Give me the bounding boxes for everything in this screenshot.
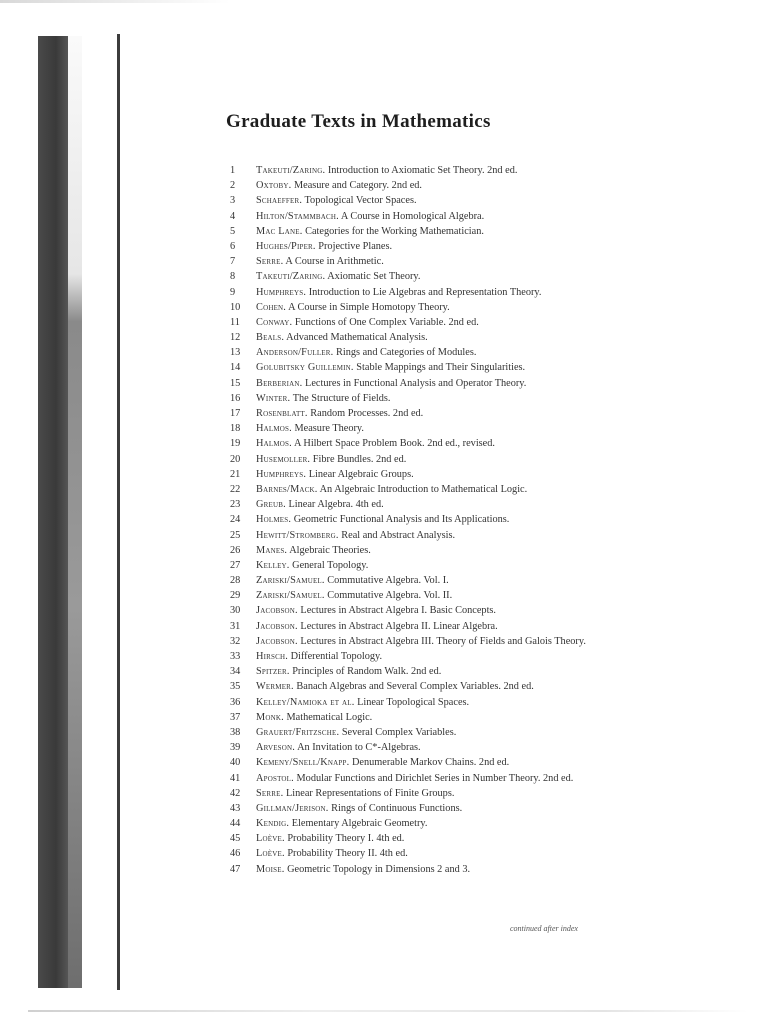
book-author: Hewitt/Stromberg. bbox=[256, 529, 339, 541]
list-item bbox=[226, 619, 586, 634]
book-author: Hughes/Piper. bbox=[256, 240, 316, 252]
book-number: 35 bbox=[230, 681, 241, 693]
book-number: 42 bbox=[230, 787, 241, 799]
list-item bbox=[226, 360, 586, 375]
book-number: 45 bbox=[230, 833, 241, 845]
list-item bbox=[226, 528, 586, 543]
book-number: 16 bbox=[230, 392, 241, 404]
book-title: Linear Topological Spaces. bbox=[357, 696, 470, 708]
list-item bbox=[226, 436, 586, 451]
book-title: Linear Algebra. 4th ed. bbox=[288, 499, 384, 511]
book-title: Algebraic Theories. bbox=[289, 544, 371, 556]
book-author: Hilton/Stammbach. bbox=[256, 210, 339, 222]
book-author: Hirsch. bbox=[256, 651, 289, 662]
book-author: Cohen. bbox=[256, 301, 287, 313]
book-number: 47 bbox=[230, 863, 241, 875]
book-title: Geometric Topology in Dimensions 2 and 3. bbox=[287, 863, 471, 875]
list-item bbox=[226, 801, 586, 816]
book-number: 11 bbox=[230, 316, 240, 328]
book-number: 33 bbox=[230, 651, 241, 662]
book-title: Projective Planes. bbox=[318, 240, 393, 252]
list-item bbox=[226, 163, 586, 178]
book-author: Gillman/Jerison. bbox=[256, 802, 329, 814]
book-title: Principles of Random Walk. 2nd ed. bbox=[292, 666, 442, 678]
book-number: 22 bbox=[230, 483, 241, 495]
book-title: Measure Theory. bbox=[294, 423, 364, 435]
list-item bbox=[226, 391, 586, 406]
scan-edge-bottom bbox=[28, 1010, 748, 1012]
list-item bbox=[226, 376, 586, 391]
list-item bbox=[226, 345, 586, 360]
book-author: Takeuti/Zaring. bbox=[256, 271, 326, 283]
book-number: 27 bbox=[230, 559, 241, 571]
list-item bbox=[226, 406, 586, 421]
list-item bbox=[226, 710, 586, 725]
book-spine-edge bbox=[68, 36, 82, 988]
book-title: Lectures in Abstract Algebra III. Theory of Fields and Galois Theory. bbox=[300, 635, 586, 647]
book-title: Categories for the Working Mathematician. bbox=[305, 225, 484, 237]
book-title: The Structure of Fields. bbox=[292, 392, 391, 404]
list-item bbox=[226, 315, 586, 330]
book-author: Zariski/Samuel. bbox=[256, 575, 325, 587]
book-author: Rosenblatt. bbox=[256, 408, 308, 419]
book-author: Moise. bbox=[256, 863, 285, 875]
list-item bbox=[226, 467, 586, 482]
list-item bbox=[226, 740, 586, 755]
list-item bbox=[226, 573, 586, 588]
book-author: Zariski/Samuel. bbox=[256, 590, 325, 602]
book-author: Humphreys. bbox=[256, 286, 307, 298]
book-title: Linear Algebraic Groups. bbox=[308, 468, 414, 480]
book-number: 21 bbox=[230, 468, 241, 480]
book-number: 44 bbox=[230, 818, 241, 830]
list-item bbox=[226, 862, 586, 877]
list-item bbox=[226, 482, 586, 497]
book-title: Mathematical Logic. bbox=[286, 711, 373, 723]
gutter-line bbox=[117, 34, 120, 990]
book-author: Jacobson. bbox=[256, 635, 298, 647]
book-author: Kemeny/Snell/Knapp. bbox=[256, 757, 350, 769]
book-title: Rings and Categories of Modules. bbox=[336, 347, 477, 359]
book-number: 13 bbox=[230, 347, 241, 359]
book-author: Halmos. bbox=[256, 423, 292, 435]
book-author: Serre. bbox=[256, 256, 284, 268]
book-title: Differential Topology. bbox=[290, 651, 383, 662]
book-title: Introduction to Axiomatic Set Theory. 2nd ed. bbox=[327, 165, 518, 176]
book-number: 20 bbox=[230, 453, 241, 465]
book-title: Probability Theory II. 4th ed. bbox=[287, 848, 408, 860]
list-item bbox=[226, 512, 586, 527]
list-item bbox=[226, 816, 586, 831]
book-title: Lectures in Functional Analysis and Operator Theory. bbox=[305, 377, 527, 389]
book-author: Conway. bbox=[256, 316, 293, 328]
book-author: Kelley/Namioka et al. bbox=[256, 696, 355, 708]
list-item bbox=[226, 695, 586, 710]
book-title: An Algebraic Introduction to Mathematical Logic. bbox=[319, 483, 528, 495]
book-number: 40 bbox=[230, 757, 241, 769]
book-title: Introduction to Lie Algebras and Representation Theory. bbox=[308, 286, 542, 298]
book-number: 31 bbox=[230, 620, 241, 632]
book-number: 7 bbox=[230, 256, 236, 268]
list-item bbox=[226, 254, 586, 269]
book-title: Random Processes. 2nd ed. bbox=[310, 408, 424, 419]
list-item bbox=[226, 300, 586, 315]
book-author: Apostol. bbox=[256, 772, 294, 784]
book-author: Berberian. bbox=[256, 377, 303, 389]
book-title: A Course in Simple Homotopy Theory. bbox=[288, 301, 450, 313]
book-number: 41 bbox=[230, 772, 241, 784]
list-item bbox=[226, 224, 586, 239]
book-title: Rings of Continuous Functions. bbox=[331, 802, 463, 814]
book-title: Topological Vector Spaces. bbox=[304, 195, 417, 207]
book-title: Stable Mappings and Their Singularities. bbox=[356, 362, 526, 374]
list-item bbox=[226, 452, 586, 467]
book-number: 26 bbox=[230, 544, 241, 556]
book-number: 19 bbox=[230, 438, 241, 450]
book-number: 38 bbox=[230, 726, 241, 738]
list-item bbox=[226, 269, 586, 284]
list-item bbox=[226, 330, 586, 345]
book-number: 1 bbox=[230, 165, 236, 176]
book-number: 6 bbox=[230, 240, 236, 252]
book-title: Probability Theory I. 4th ed. bbox=[287, 833, 405, 845]
book-title: Denumerable Markov Chains. 2nd ed. bbox=[351, 757, 510, 769]
book-author: Beals. bbox=[256, 332, 285, 344]
book-title: Elementary Algebraic Geometry. bbox=[291, 818, 428, 830]
book-title: Lectures in Abstract Algebra I. Basic Concepts. bbox=[300, 605, 497, 617]
book-number: 3 bbox=[230, 195, 236, 207]
list-item bbox=[226, 588, 586, 603]
list-item bbox=[226, 209, 586, 224]
list-item bbox=[226, 421, 586, 436]
book-title: Axiomatic Set Theory. bbox=[327, 271, 421, 283]
book-title: Commutative Algebra. Vol. II. bbox=[327, 590, 453, 602]
list-item bbox=[226, 725, 586, 740]
book-number: 17 bbox=[230, 408, 241, 419]
book-title: Modular Functions and Dirichlet Series in Number Theory. 2nd ed. bbox=[296, 772, 574, 784]
book-author: Winter. bbox=[256, 392, 291, 404]
book-title: A Course in Homological Algebra. bbox=[340, 210, 485, 222]
book-number: 4 bbox=[230, 210, 236, 222]
list-item bbox=[226, 634, 586, 649]
list-item bbox=[226, 285, 586, 300]
book-title: A Hilbert Space Problem Book. 2nd ed., revised. bbox=[293, 438, 495, 450]
list-item bbox=[226, 831, 586, 846]
book-title: Commutative Algebra. Vol. I. bbox=[327, 575, 449, 587]
book-number: 25 bbox=[230, 529, 241, 541]
book-title: Banach Algebras and Several Complex Variables. 2nd ed. bbox=[296, 681, 534, 693]
book-author: Grauert/Fritzsche. bbox=[256, 726, 340, 738]
book-author: Manes. bbox=[256, 544, 288, 556]
scan-edge-top bbox=[0, 0, 230, 3]
book-number: 14 bbox=[230, 362, 241, 374]
list-item bbox=[226, 846, 586, 861]
list-item bbox=[226, 679, 586, 694]
book-author: Mac Lane. bbox=[256, 225, 303, 237]
list-item bbox=[226, 558, 586, 573]
book-author: Schaeffer. bbox=[256, 195, 303, 207]
list-item bbox=[226, 771, 586, 786]
book-author: Arveson. bbox=[256, 742, 296, 754]
book-author: Kendig. bbox=[256, 818, 290, 830]
book-author: Loève. bbox=[256, 848, 285, 860]
book-title: A Course in Arithmetic. bbox=[285, 256, 384, 268]
book-author: Holmes. bbox=[256, 514, 292, 526]
book-author: Loève. bbox=[256, 833, 285, 845]
list-item bbox=[226, 193, 586, 208]
book-number: 2 bbox=[230, 180, 236, 192]
list-item bbox=[226, 755, 586, 770]
book-author: Kelley. bbox=[256, 559, 290, 571]
list-item bbox=[226, 649, 586, 664]
book-number: 10 bbox=[230, 301, 241, 313]
book-title: Real and Abstract Analysis. bbox=[341, 529, 456, 541]
book-number: 12 bbox=[230, 332, 241, 344]
book-author: Barnes/Mack. bbox=[256, 483, 318, 495]
book-author: Wermer. bbox=[256, 681, 294, 693]
book-author: Takeuti/Zaring. bbox=[256, 165, 326, 176]
list-item bbox=[226, 178, 586, 193]
book-title: Advanced Mathematical Analysis. bbox=[286, 332, 428, 344]
book-author: Anderson/Fuller. bbox=[256, 347, 334, 359]
book-number: 23 bbox=[230, 499, 241, 511]
book-title: Linear Representations of Finite Groups. bbox=[285, 787, 455, 799]
book-number: 32 bbox=[230, 635, 241, 647]
book-number: 37 bbox=[230, 711, 241, 723]
list-item bbox=[226, 786, 586, 801]
book-number: 34 bbox=[230, 666, 241, 678]
book-author: Jacobson. bbox=[256, 605, 298, 617]
book-number: 18 bbox=[230, 423, 241, 435]
book-title: Geometric Functional Analysis and Its Applications. bbox=[293, 514, 510, 526]
book-number: 9 bbox=[230, 286, 236, 298]
book-title: General Topology. bbox=[292, 559, 369, 571]
book-title: Several Complex Variables. bbox=[341, 726, 457, 738]
book-list bbox=[226, 163, 586, 877]
list-item bbox=[226, 239, 586, 254]
list-item bbox=[226, 543, 586, 558]
continued-note: continued after index bbox=[510, 924, 578, 933]
book-number: 43 bbox=[230, 802, 241, 814]
book-author: Jacobson. bbox=[256, 620, 298, 632]
book-title: Measure and Category. 2nd ed. bbox=[293, 180, 422, 192]
book-title: Lectures in Abstract Algebra II. Linear Algebra. bbox=[300, 620, 498, 632]
book-author: Golubitsky Guillemin. bbox=[256, 362, 354, 374]
list-item bbox=[226, 603, 586, 618]
book-number: 36 bbox=[230, 696, 241, 708]
book-number: 39 bbox=[230, 742, 241, 754]
book-number: 29 bbox=[230, 590, 241, 602]
book-author: Halmos. bbox=[256, 438, 292, 450]
series-title: Graduate Texts in Mathematics bbox=[226, 110, 491, 132]
book-number: 5 bbox=[230, 225, 236, 237]
book-number: 46 bbox=[230, 848, 241, 860]
book-number: 30 bbox=[230, 605, 241, 617]
list-item bbox=[226, 497, 586, 512]
book-title: Functions of One Complex Variable. 2nd ed. bbox=[294, 316, 479, 328]
book-author: Spitzer. bbox=[256, 666, 290, 678]
book-author: Serre. bbox=[256, 787, 284, 799]
book-number: 8 bbox=[230, 271, 236, 283]
book-number: 28 bbox=[230, 575, 241, 587]
list-item bbox=[226, 664, 586, 679]
book-author: Oxtoby. bbox=[256, 180, 292, 192]
book-author: Husemoller. bbox=[256, 453, 311, 465]
book-title: Fibre Bundles. 2nd ed. bbox=[312, 453, 407, 465]
book-number: 15 bbox=[230, 377, 241, 389]
book-title: An Invitation to C*-Algebras. bbox=[297, 742, 421, 754]
book-number: 24 bbox=[230, 514, 241, 526]
book-author: Monk. bbox=[256, 711, 284, 723]
book-author: Humphreys. bbox=[256, 468, 307, 480]
book-author: Greub. bbox=[256, 499, 286, 511]
book-spine-shadow bbox=[38, 36, 68, 988]
